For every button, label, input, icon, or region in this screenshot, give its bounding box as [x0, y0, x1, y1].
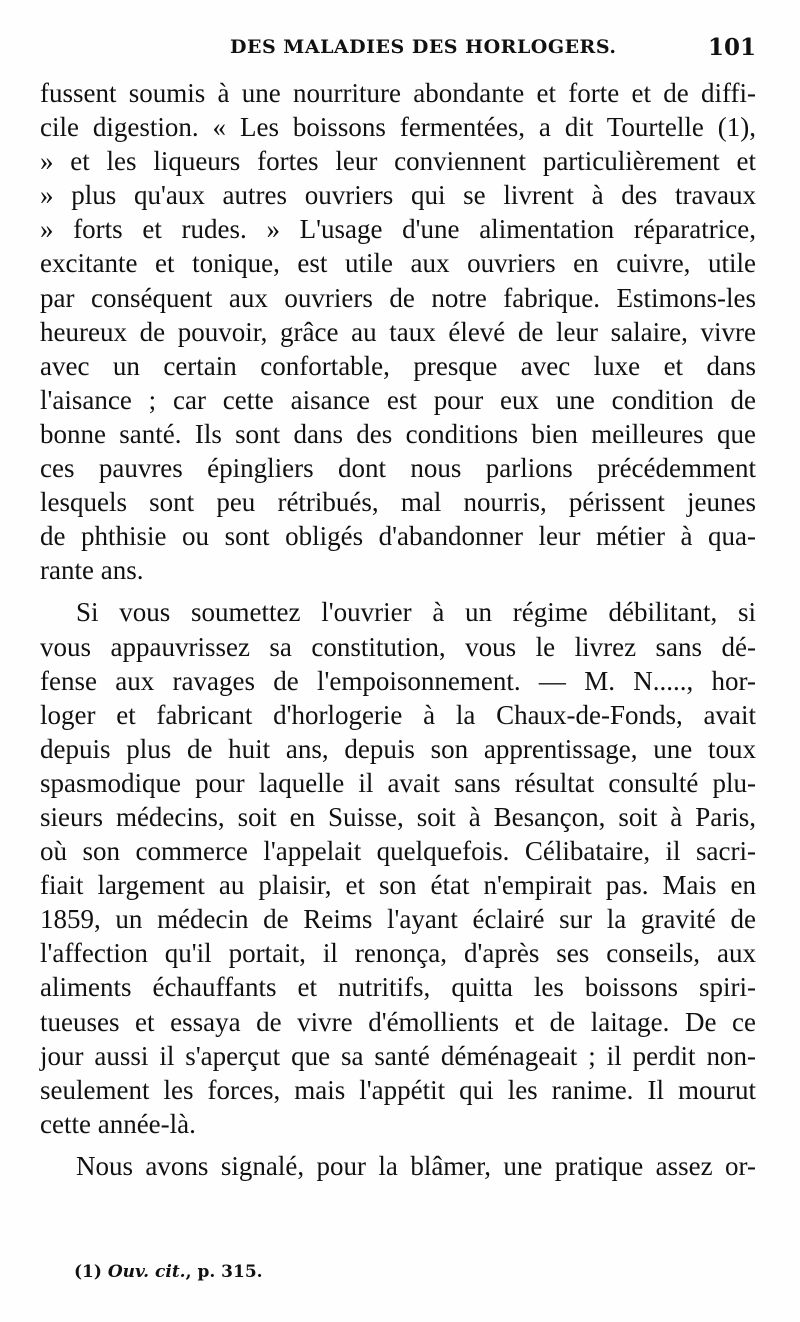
text-line: bonne santé. Ils sont dans des conditions bien meilleures que: [40, 418, 756, 449]
text-line: fussent soumis à une nourriture abondante et forte et de diffi-: [40, 78, 756, 108]
text-line: 1859, un médecin de Reims l'ayant éclairé sur la gravité de: [40, 904, 756, 935]
paragraph-gap: [40, 587, 756, 595]
text-line: fense aux ravages de l'empoisonnement. — M. N....., hor-: [40, 665, 756, 696]
text-line: spasmodique pour laquelle il avait sans résultat consulté plu-: [40, 767, 756, 798]
text-line: fiait largement au plaisir, et son état n'empirait pas. Mais en: [40, 870, 756, 901]
text-line: Si vous soumettez l'ouvrier à un régime débilitant, si: [76, 597, 756, 628]
text-line: loger et fabricant d'horlogerie à la Chaux-de-Fonds, avait: [40, 699, 756, 730]
body-text: [40, 76, 756, 1183]
text-line: depuis plus de huit ans, depuis son apprentissage, une toux: [40, 733, 756, 764]
text-line: de phthisie ou sont obligés d'abandonner leur métier à qua-: [40, 521, 756, 552]
text-line: » forts et rudes. » L'usage d'une alimentation réparatrice,: [40, 214, 756, 245]
text-line: ces pauvres épingliers dont nous parlions précédemment: [40, 453, 756, 484]
footnote-page-ref: , p. 315.: [185, 1262, 263, 1282]
running-head: [40, 34, 756, 66]
paragraph-2: [40, 595, 756, 1141]
paragraph-3: [40, 1149, 756, 1183]
text-line: lesquels sont peu rétribués, mal nourris, périssent jeunes: [40, 487, 756, 518]
text-line: vous appauvrissez sa constitution, vous le livrez sans dé-: [40, 631, 756, 662]
text-line: sieurs médecins, soit en Suisse, soit à Besançon, soit à Paris,: [40, 801, 756, 832]
footnote-marker: (1): [74, 1262, 102, 1282]
text-line: cile digestion. « Les boissons fermentées, a dit Tourtelle (1),: [40, 112, 756, 143]
text-line: aliments échauffants et nutritifs, quitta les boissons spiri-: [40, 972, 756, 1003]
paragraph-gap: [40, 1141, 756, 1149]
text-line: l'aisance ; car cette aisance est pour eux une condition de: [40, 384, 756, 415]
text-line: rante ans.: [40, 555, 144, 586]
paragraph-1: [40, 76, 756, 587]
page-number: 101: [707, 34, 756, 61]
text-line: tueuses et essaya de vivre d'émollients et de laitage. De ce: [40, 1006, 756, 1037]
text-line: » et les liqueurs fortes leur conviennent particulièrement et: [40, 146, 756, 177]
text-line: heureux de pouvoir, grâce au taux élevé de leur salaire, vivre: [40, 316, 756, 347]
footnote: [74, 1262, 263, 1282]
text-line: seulement les forces, mais l'appétit qui les ranime. Il mourut: [40, 1074, 756, 1105]
text-line: jour aussi il s'aperçut que sa santé déménageait ; il perdit non-: [40, 1040, 756, 1071]
text-line: par conséquent aux ouvriers de notre fabrique. Estimons-les: [40, 282, 756, 313]
text-line: l'affection qu'il portait, il renonça, d'après ses conseils, aux: [40, 938, 756, 969]
footnote-citation: Ouv. cit.: [107, 1262, 186, 1282]
running-title: DES MALADIES DES HORLOGERS.: [230, 36, 617, 58]
text-line: » plus qu'aux autres ouvriers qui se livrent à des travaux: [40, 180, 756, 211]
text-line: où son commerce l'appelait quelquefois. Célibataire, il sacri-: [40, 836, 756, 867]
text-line: cette année-là.: [40, 1108, 196, 1139]
text-line: Nous avons signalé, pour la blâmer, une pratique assez or-: [76, 1150, 756, 1181]
text-line: avec un certain confortable, presque avec luxe et dans: [40, 350, 756, 381]
text-line: excitante et tonique, est utile aux ouvriers en cuivre, utile: [40, 248, 756, 279]
